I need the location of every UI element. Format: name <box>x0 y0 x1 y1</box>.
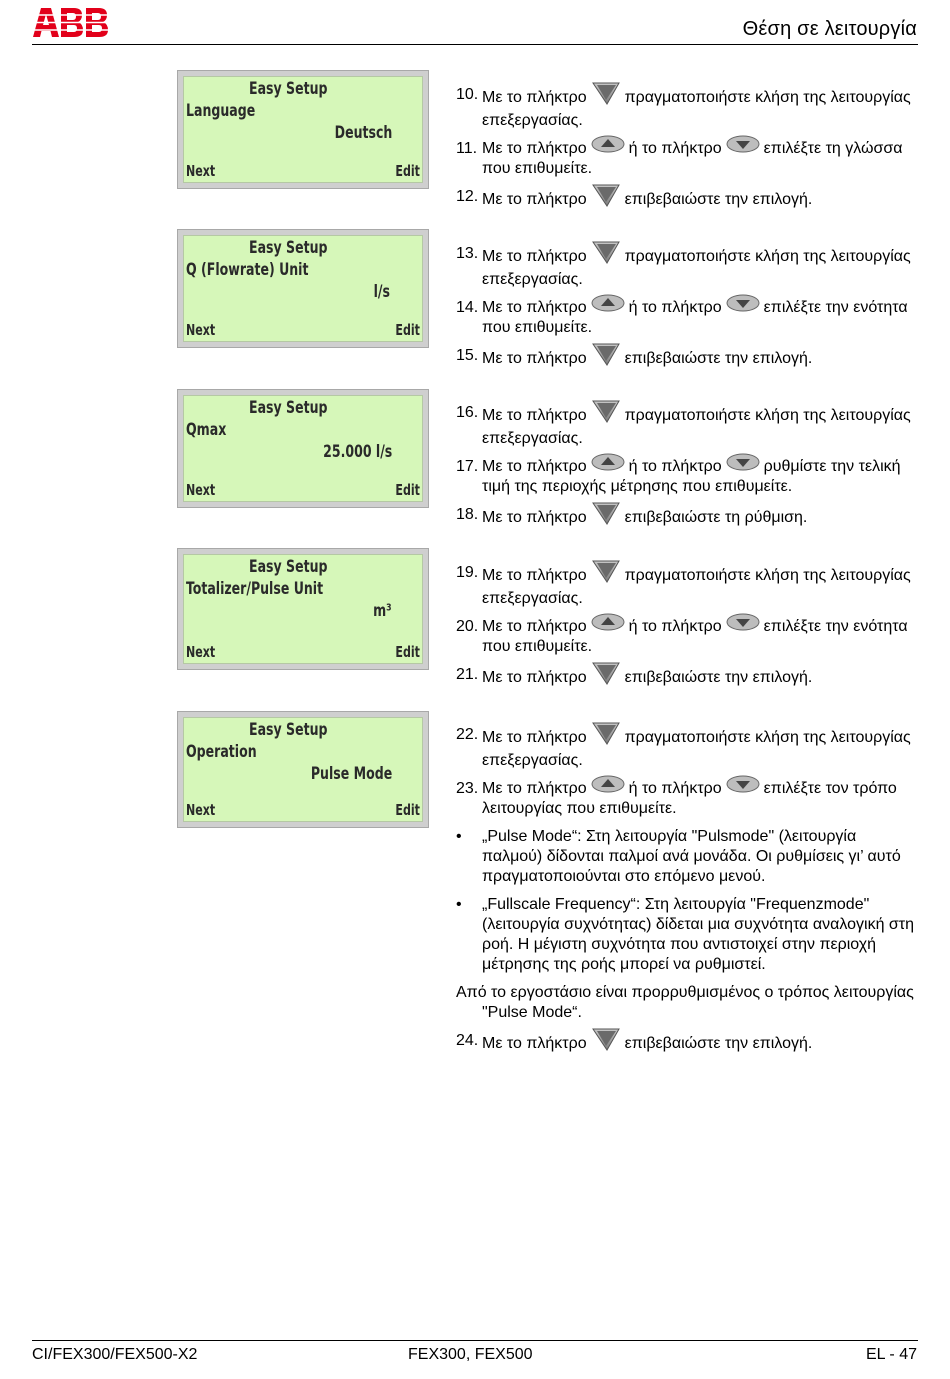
abb-logo <box>32 6 112 38</box>
enter-key-icon <box>591 342 621 372</box>
step-text: επιλέξτε τον τρόπο λειτουργίας που επιθυμείτε. <box>482 780 897 818</box>
lcd-parameter: Q (Flowrate) Unit <box>186 260 309 280</box>
step-text: ή το πλήκτρο <box>628 618 722 636</box>
step-text: Με το πλήκτρο <box>482 567 587 585</box>
step-text: πραγματοποιήστε κλήση της λειτουργίας επεξεργασίας. <box>482 89 911 129</box>
step-text: Με το πλήκτρο <box>482 458 587 476</box>
step-text: πραγματοποιήστε κλήση της λειτουργίας επεξεργασίας. <box>482 729 911 769</box>
lcd-value: Deutsch <box>334 123 392 143</box>
step-text: επιλέξτε την ενότητα που επιθυμείτε. <box>482 299 908 337</box>
step-text: πραγματοποιήστε κλήση της λειτουργίας επεξεργασίας. <box>482 248 911 288</box>
lcd-value: m³ <box>373 601 392 621</box>
bullet-text: „Fullscale Frequency“: Στη λειτουργία "Frequenzmode" (λειτουργία συχνότητας) δίδεται μια συχνότητα αναλογική στη ροή. Η μέγιστη συχνότητα που αντιστοιχεί στην περιοχή μέτρησης της ροής μπορεί να ρυθμιστεί. <box>482 896 915 974</box>
step-number: 18. <box>456 506 479 524</box>
step-text: Με το πλήκτρο <box>482 407 587 425</box>
up-arrow-key-icon <box>591 135 625 159</box>
lcd-softkey-right: Edit <box>395 481 420 499</box>
lcd-value: Pulse Mode <box>310 764 392 784</box>
step-24 <box>456 1031 916 1057</box>
step-10 <box>456 85 916 131</box>
step-text: Με το πλήκτρο <box>482 669 587 687</box>
bullet-text: „Pulse Mode“: Στη λειτουργία "Pulsmode" (λειτουργία παλμού) δίδονται παλμοί ανά μονάδα. Οι ρυθμίσεις γι’ αυτό πραγματοποιούνται στο επόμενο μενού. <box>482 828 901 886</box>
up-arrow-key-icon <box>591 453 625 477</box>
step-number: 13. <box>456 245 479 262</box>
lcd-screen <box>183 395 423 502</box>
step-number: 10. <box>456 86 479 103</box>
lcd-screen <box>183 554 423 664</box>
enter-key-icon <box>591 559 621 589</box>
step-number: 12. <box>456 188 479 206</box>
lcd-title: Easy Setup <box>249 720 328 740</box>
step-22 <box>456 725 916 771</box>
lcd-softkey-right: Edit <box>395 162 420 180</box>
step-text: ή το πλήκτρο <box>628 140 722 158</box>
steps-flowrate-unit <box>456 244 916 380</box>
lcd-display-totalizer-unit <box>177 548 429 670</box>
step-text: Με το πλήκτρο <box>482 140 587 158</box>
footer-divider <box>32 1340 918 1341</box>
lcd-screen <box>183 235 423 342</box>
step-text: ή το πλήκτρο <box>628 299 722 317</box>
enter-key-icon <box>591 501 621 531</box>
lcd-parameter: Language <box>186 101 256 121</box>
step-text: Με το πλήκτρο <box>482 191 587 209</box>
enter-key-icon <box>591 721 621 751</box>
enter-key-icon <box>591 183 621 213</box>
lcd-softkey-left: Next <box>186 162 216 180</box>
enter-key-icon <box>591 1027 621 1057</box>
lcd-softkey-right: Edit <box>395 643 420 661</box>
down-arrow-key-icon <box>726 135 760 159</box>
step-14 <box>456 298 916 338</box>
lcd-softkey-right: Edit <box>395 321 420 339</box>
step-12 <box>456 187 916 213</box>
lcd-display-qmax <box>177 389 429 508</box>
step-text: Με το πλήκτρο <box>482 299 587 317</box>
step-23 <box>456 779 916 819</box>
step-number: 23. <box>456 780 479 797</box>
bullet-symbol: • <box>456 896 462 914</box>
step-21 <box>456 665 916 691</box>
up-arrow-key-icon <box>591 775 625 799</box>
step-text: Με το πλήκτρο <box>482 509 587 527</box>
enter-key-icon <box>591 240 621 270</box>
footer-doc-id: CI/FEX300/FEX500-X2 <box>32 1346 198 1363</box>
step-text: Με το πλήκτρο <box>482 618 587 636</box>
step-17 <box>456 457 916 497</box>
lcd-display-operation <box>177 711 429 828</box>
enter-key-icon <box>591 399 621 429</box>
lcd-parameter: Qmax <box>186 420 227 440</box>
lcd-value: l/s <box>373 282 390 302</box>
step-text: επιλέξτε τη γλώσσα που επιθυμείτε. <box>482 140 903 178</box>
step-text: πραγματοποιήστε κλήση της λειτουργίας επεξεργασίας. <box>482 407 911 447</box>
step-number: 21. <box>456 666 479 684</box>
page-header-title: Θέση σε λειτουργία <box>742 18 917 40</box>
lcd-parameter: Totalizer/Pulse Unit <box>186 579 324 599</box>
step-number: 15. <box>456 347 479 365</box>
step-text: επιβεβαιώστε την επιλογή. <box>624 191 813 209</box>
step-text: Με το πλήκτρο <box>482 89 587 107</box>
down-arrow-key-icon <box>726 613 760 637</box>
bullet-fullscale-frequency <box>456 895 916 975</box>
step-text: Με το πλήκτρο <box>482 248 587 266</box>
footer-page-number: EL - 47 <box>866 1346 917 1363</box>
down-arrow-key-icon <box>726 294 760 318</box>
lcd-display-language <box>177 70 429 189</box>
step-number: 19. <box>456 564 479 581</box>
step-19 <box>456 563 916 609</box>
up-arrow-key-icon <box>591 613 625 637</box>
lcd-display-flowrate-unit <box>177 229 429 348</box>
enter-key-icon <box>591 81 621 111</box>
step-number: 16. <box>456 404 479 421</box>
step-text: ή το πλήκτρο <box>628 780 722 798</box>
step-text: Με το πλήκτρο <box>482 780 587 798</box>
lcd-softkey-right: Edit <box>395 801 420 819</box>
lcd-title: Easy Setup <box>249 557 328 577</box>
steps-operation <box>456 725 916 1065</box>
step-text: ρυθμίστε την τελική τιμή της περιοχής μέτρησης που επιθυμείτε. <box>482 458 901 496</box>
lcd-screen <box>183 717 423 822</box>
step-text: επιβεβαιώστε την επιλογή. <box>624 1035 813 1053</box>
step-text: Με το πλήκτρο <box>482 729 587 747</box>
steps-qmax <box>456 403 916 539</box>
factory-default-note: Από το εργοστάσιο είναι προρρυθμισμένος ο τρόπος λειτουργίας "Pulse Mode“. <box>456 984 914 1022</box>
step-20 <box>456 617 916 657</box>
step-18 <box>456 505 916 531</box>
step-number: 17. <box>456 458 479 475</box>
lcd-softkey-left: Next <box>186 643 216 661</box>
lcd-screen <box>183 76 423 183</box>
steps-language <box>456 85 916 221</box>
step-number: 24. <box>456 1032 479 1050</box>
down-arrow-key-icon <box>726 453 760 477</box>
step-text: επιβεβαιώστε τη ρύθμιση. <box>624 509 808 527</box>
step-number: 20. <box>456 618 479 635</box>
bullet-pulse-mode <box>456 827 916 887</box>
step-number: 22. <box>456 726 479 743</box>
lcd-title: Easy Setup <box>249 238 328 258</box>
lcd-value: 25.000 l/s <box>322 442 392 462</box>
step-number: 14. <box>456 299 479 316</box>
header-divider <box>32 44 918 45</box>
lcd-softkey-left: Next <box>186 801 216 819</box>
step-text: πραγματοποιήστε κλήση της λειτουργίας επεξεργασίας. <box>482 567 911 607</box>
step-text: επιβεβαιώστε την επιλογή. <box>624 669 813 687</box>
step-text: Με το πλήκτρο <box>482 350 587 368</box>
lcd-parameter: Operation <box>186 742 257 762</box>
lcd-title: Easy Setup <box>249 79 328 99</box>
lcd-softkey-left: Next <box>186 481 216 499</box>
step-text: επιβεβαιώστε την επιλογή. <box>624 350 813 368</box>
step-16 <box>456 403 916 449</box>
steps-totalizer-unit <box>456 563 916 699</box>
step-number: 11. <box>456 140 478 157</box>
step-text: επιλέξτε την ενότητα που επιθυμείτε. <box>482 618 908 656</box>
up-arrow-key-icon <box>591 294 625 318</box>
footer-product: FEX300, FEX500 <box>408 1346 533 1363</box>
down-arrow-key-icon <box>726 775 760 799</box>
step-text: ή το πλήκτρο <box>628 458 722 476</box>
bullet-symbol: • <box>456 828 462 846</box>
step-text: Με το πλήκτρο <box>482 1035 587 1053</box>
enter-key-icon <box>591 661 621 691</box>
lcd-title: Easy Setup <box>249 398 328 418</box>
step-13 <box>456 244 916 290</box>
step-11 <box>456 139 916 179</box>
lcd-softkey-left: Next <box>186 321 216 339</box>
step-15 <box>456 346 916 372</box>
